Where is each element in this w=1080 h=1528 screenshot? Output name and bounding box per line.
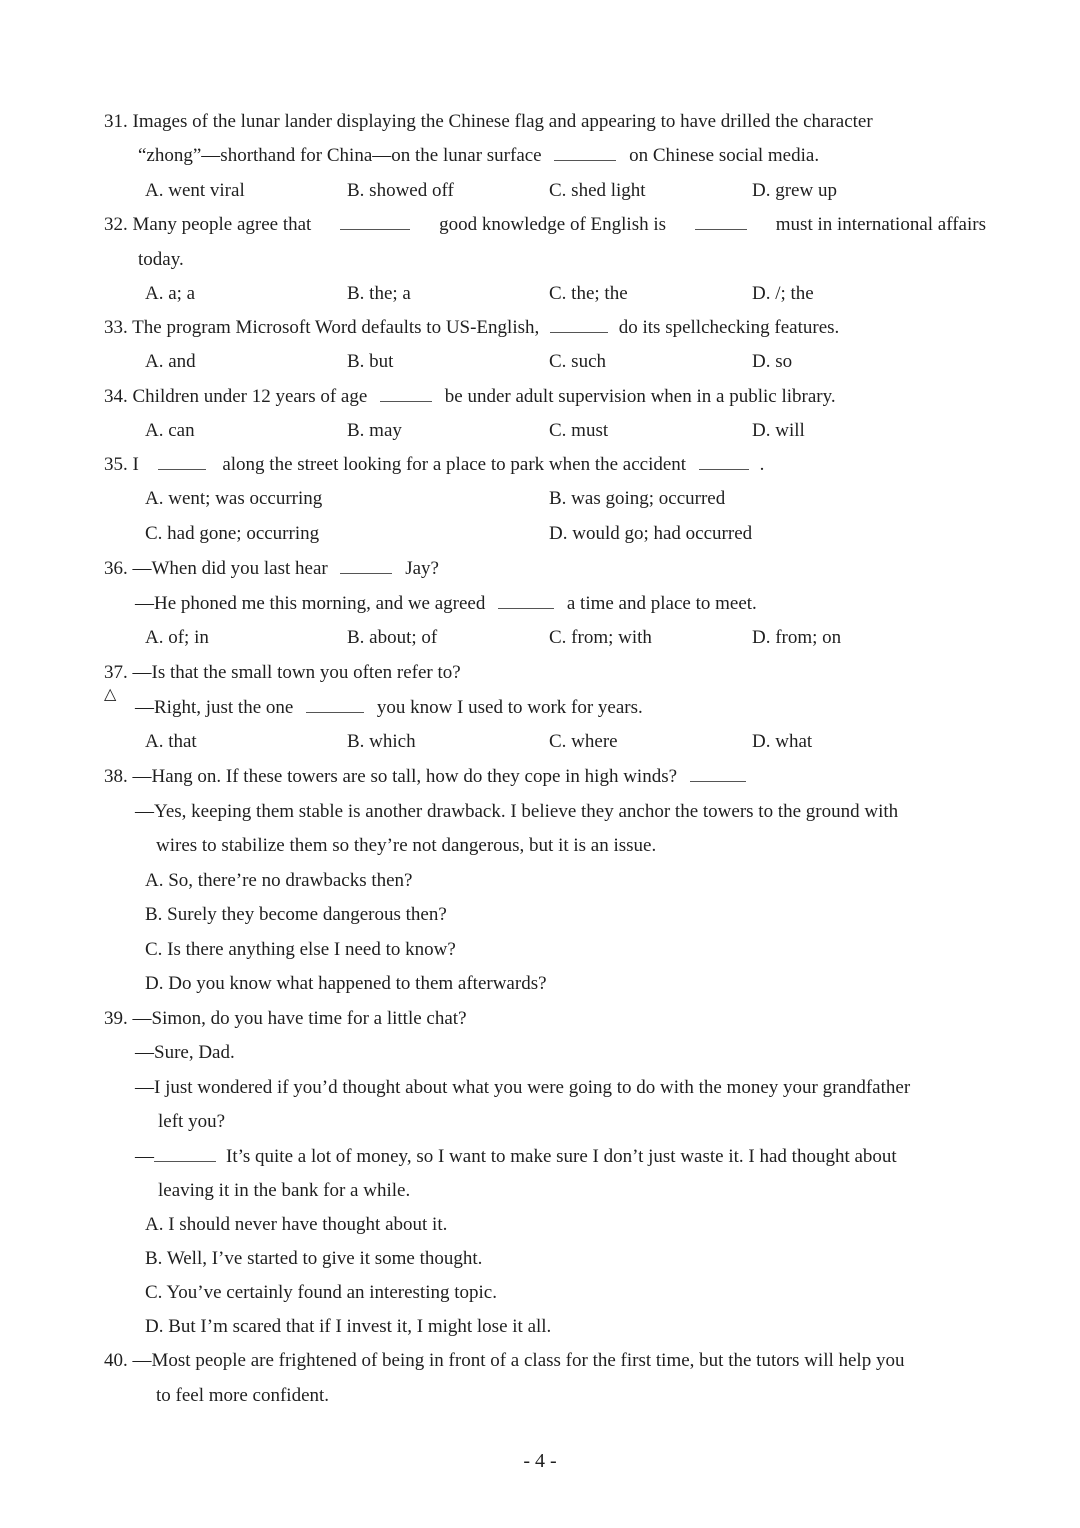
q34-stem: 34. Children under 12 years of age be under adult supervision when in a public library. bbox=[104, 386, 836, 407]
q37-option-c[interactable]: C. where bbox=[549, 731, 618, 752]
q31-option-b[interactable]: B. showed off bbox=[347, 180, 454, 201]
q31-stem-line2: “zhong”—shorthand for China—on the lunar surface on Chinese social media. bbox=[138, 145, 820, 166]
page-number: - 4 - bbox=[523, 1450, 557, 1472]
q35-stem: 35. I along the street looking for a place to park when the accident . bbox=[104, 454, 765, 475]
q38-option-d[interactable]: D. Do you know what happened to them afterwards? bbox=[145, 973, 547, 994]
q33-option-a[interactable]: A. and bbox=[145, 351, 196, 372]
q39-option-d[interactable]: D. But I’m scared that if I invest it, I might lose it all. bbox=[145, 1316, 552, 1337]
q32-option-b[interactable]: B. the; a bbox=[347, 283, 411, 304]
q36-option-a[interactable]: A. of; in bbox=[145, 627, 209, 648]
q39-line4: left you? bbox=[158, 1111, 226, 1132]
q32-option-c[interactable]: C. the; the bbox=[549, 283, 628, 304]
answer-blank bbox=[380, 385, 432, 402]
q39-option-a[interactable]: A. I should never have thought about it. bbox=[145, 1214, 448, 1235]
q35-option-b[interactable]: B. was going; occurred bbox=[549, 488, 726, 509]
q36-option-d[interactable]: D. from; on bbox=[752, 627, 842, 648]
q33-option-c[interactable]: C. such bbox=[549, 351, 606, 372]
q33-stem: 33. The program Microsoft Word defaults to US-English, do its spellchecking features. bbox=[104, 317, 840, 338]
q31-stem-line1: 31. Images of the lunar lander displaying the Chinese flag and appearing to have drilled the character bbox=[104, 111, 873, 132]
q38-line1: 38. —Hang on. If these towers are so tall, how do they cope in high winds? bbox=[104, 765, 746, 789]
q33-option-d[interactable]: D. so bbox=[752, 351, 793, 372]
q36-option-b[interactable]: B. about; of bbox=[347, 627, 438, 648]
q36-option-c[interactable]: C. from; with bbox=[549, 627, 652, 648]
q34-option-c[interactable]: C. must bbox=[549, 420, 609, 441]
q32-stem-line2: today. bbox=[138, 249, 184, 270]
q38-option-c[interactable]: C. Is there anything else I need to know? bbox=[145, 939, 456, 960]
q39-line3: —I just wondered if you’d thought about what you were going to do with the money your grandfather bbox=[135, 1077, 911, 1098]
q40-line2: to feel more confident. bbox=[156, 1385, 330, 1406]
q38-line3: wires to stabilize them so they’re not dangerous, but it is an issue. bbox=[156, 835, 657, 856]
q34-option-d[interactable]: D. will bbox=[752, 420, 805, 441]
q32-option-d[interactable]: D. /; the bbox=[752, 283, 814, 304]
q39-line2: —Sure, Dad. bbox=[135, 1042, 235, 1063]
q37-option-a[interactable]: A. that bbox=[145, 731, 197, 752]
q34-option-b[interactable]: B. may bbox=[347, 420, 402, 441]
answer-blank bbox=[554, 144, 616, 161]
triangle-mark-icon: △ bbox=[104, 684, 117, 703]
q38-line2: —Yes, keeping them stable is another drawback. I believe they anchor the towers to the ground with bbox=[135, 801, 899, 822]
q33-option-b[interactable]: B. but bbox=[347, 351, 394, 372]
q39-line6: leaving it in the bank for a while. bbox=[158, 1180, 411, 1201]
q35-option-d[interactable]: D. would go; had occurred bbox=[549, 523, 753, 544]
q31-option-c[interactable]: C. shed light bbox=[549, 180, 646, 201]
q36-line1: 36. —When did you last hear Jay? bbox=[104, 558, 439, 579]
answer-blank bbox=[695, 213, 747, 230]
answer-blank bbox=[498, 592, 554, 609]
q37-line2: —Right, just the one you know I used to work for years. bbox=[135, 697, 643, 718]
q38-option-a[interactable]: A. So, there’re no drawbacks then? bbox=[145, 870, 413, 891]
q39-option-c[interactable]: C. You’ve certainly found an interesting topic. bbox=[145, 1282, 497, 1303]
q37-option-b[interactable]: B. which bbox=[347, 731, 416, 752]
q31-option-a[interactable]: A. went viral bbox=[145, 180, 245, 201]
answer-blank bbox=[340, 213, 410, 230]
answer-blank bbox=[158, 453, 206, 470]
answer-blank bbox=[154, 1145, 216, 1162]
q35-option-a[interactable]: A. went; was occurring bbox=[145, 488, 323, 509]
answer-blank bbox=[699, 453, 749, 470]
q34-option-a[interactable]: A. can bbox=[145, 420, 195, 441]
q40-line1: 40. —Most people are frightened of being in front of a class for the first time, but the tutors will help you bbox=[104, 1350, 905, 1371]
q39-line1: 39. —Simon, do you have time for a little chat? bbox=[104, 1008, 467, 1029]
q38-option-b[interactable]: B. Surely they become dangerous then? bbox=[145, 904, 447, 925]
q32-stem-line1: 32. Many people agree that good knowledge of English is must in international affairs bbox=[104, 214, 986, 235]
answer-blank bbox=[306, 696, 364, 713]
q37-option-d[interactable]: D. what bbox=[752, 731, 813, 752]
answer-blank bbox=[550, 316, 608, 333]
q37-line1: 37. —Is that the small town you often refer to? bbox=[104, 662, 461, 683]
q32-option-a[interactable]: A. a; a bbox=[145, 283, 196, 304]
q39-option-b[interactable]: B. Well, I’ve started to give it some thought. bbox=[145, 1248, 483, 1269]
answer-blank bbox=[690, 765, 746, 782]
answer-blank bbox=[340, 557, 392, 574]
q31-option-d[interactable]: D. grew up bbox=[752, 180, 837, 201]
q35-option-c[interactable]: C. had gone; occurring bbox=[145, 523, 320, 544]
q36-line2: —He phoned me this morning, and we agreed a time and place to meet. bbox=[135, 593, 757, 614]
q39-line5: — It’s quite a lot of money, so I want to make sure I don’t just waste it. I had thought about bbox=[135, 1146, 897, 1167]
